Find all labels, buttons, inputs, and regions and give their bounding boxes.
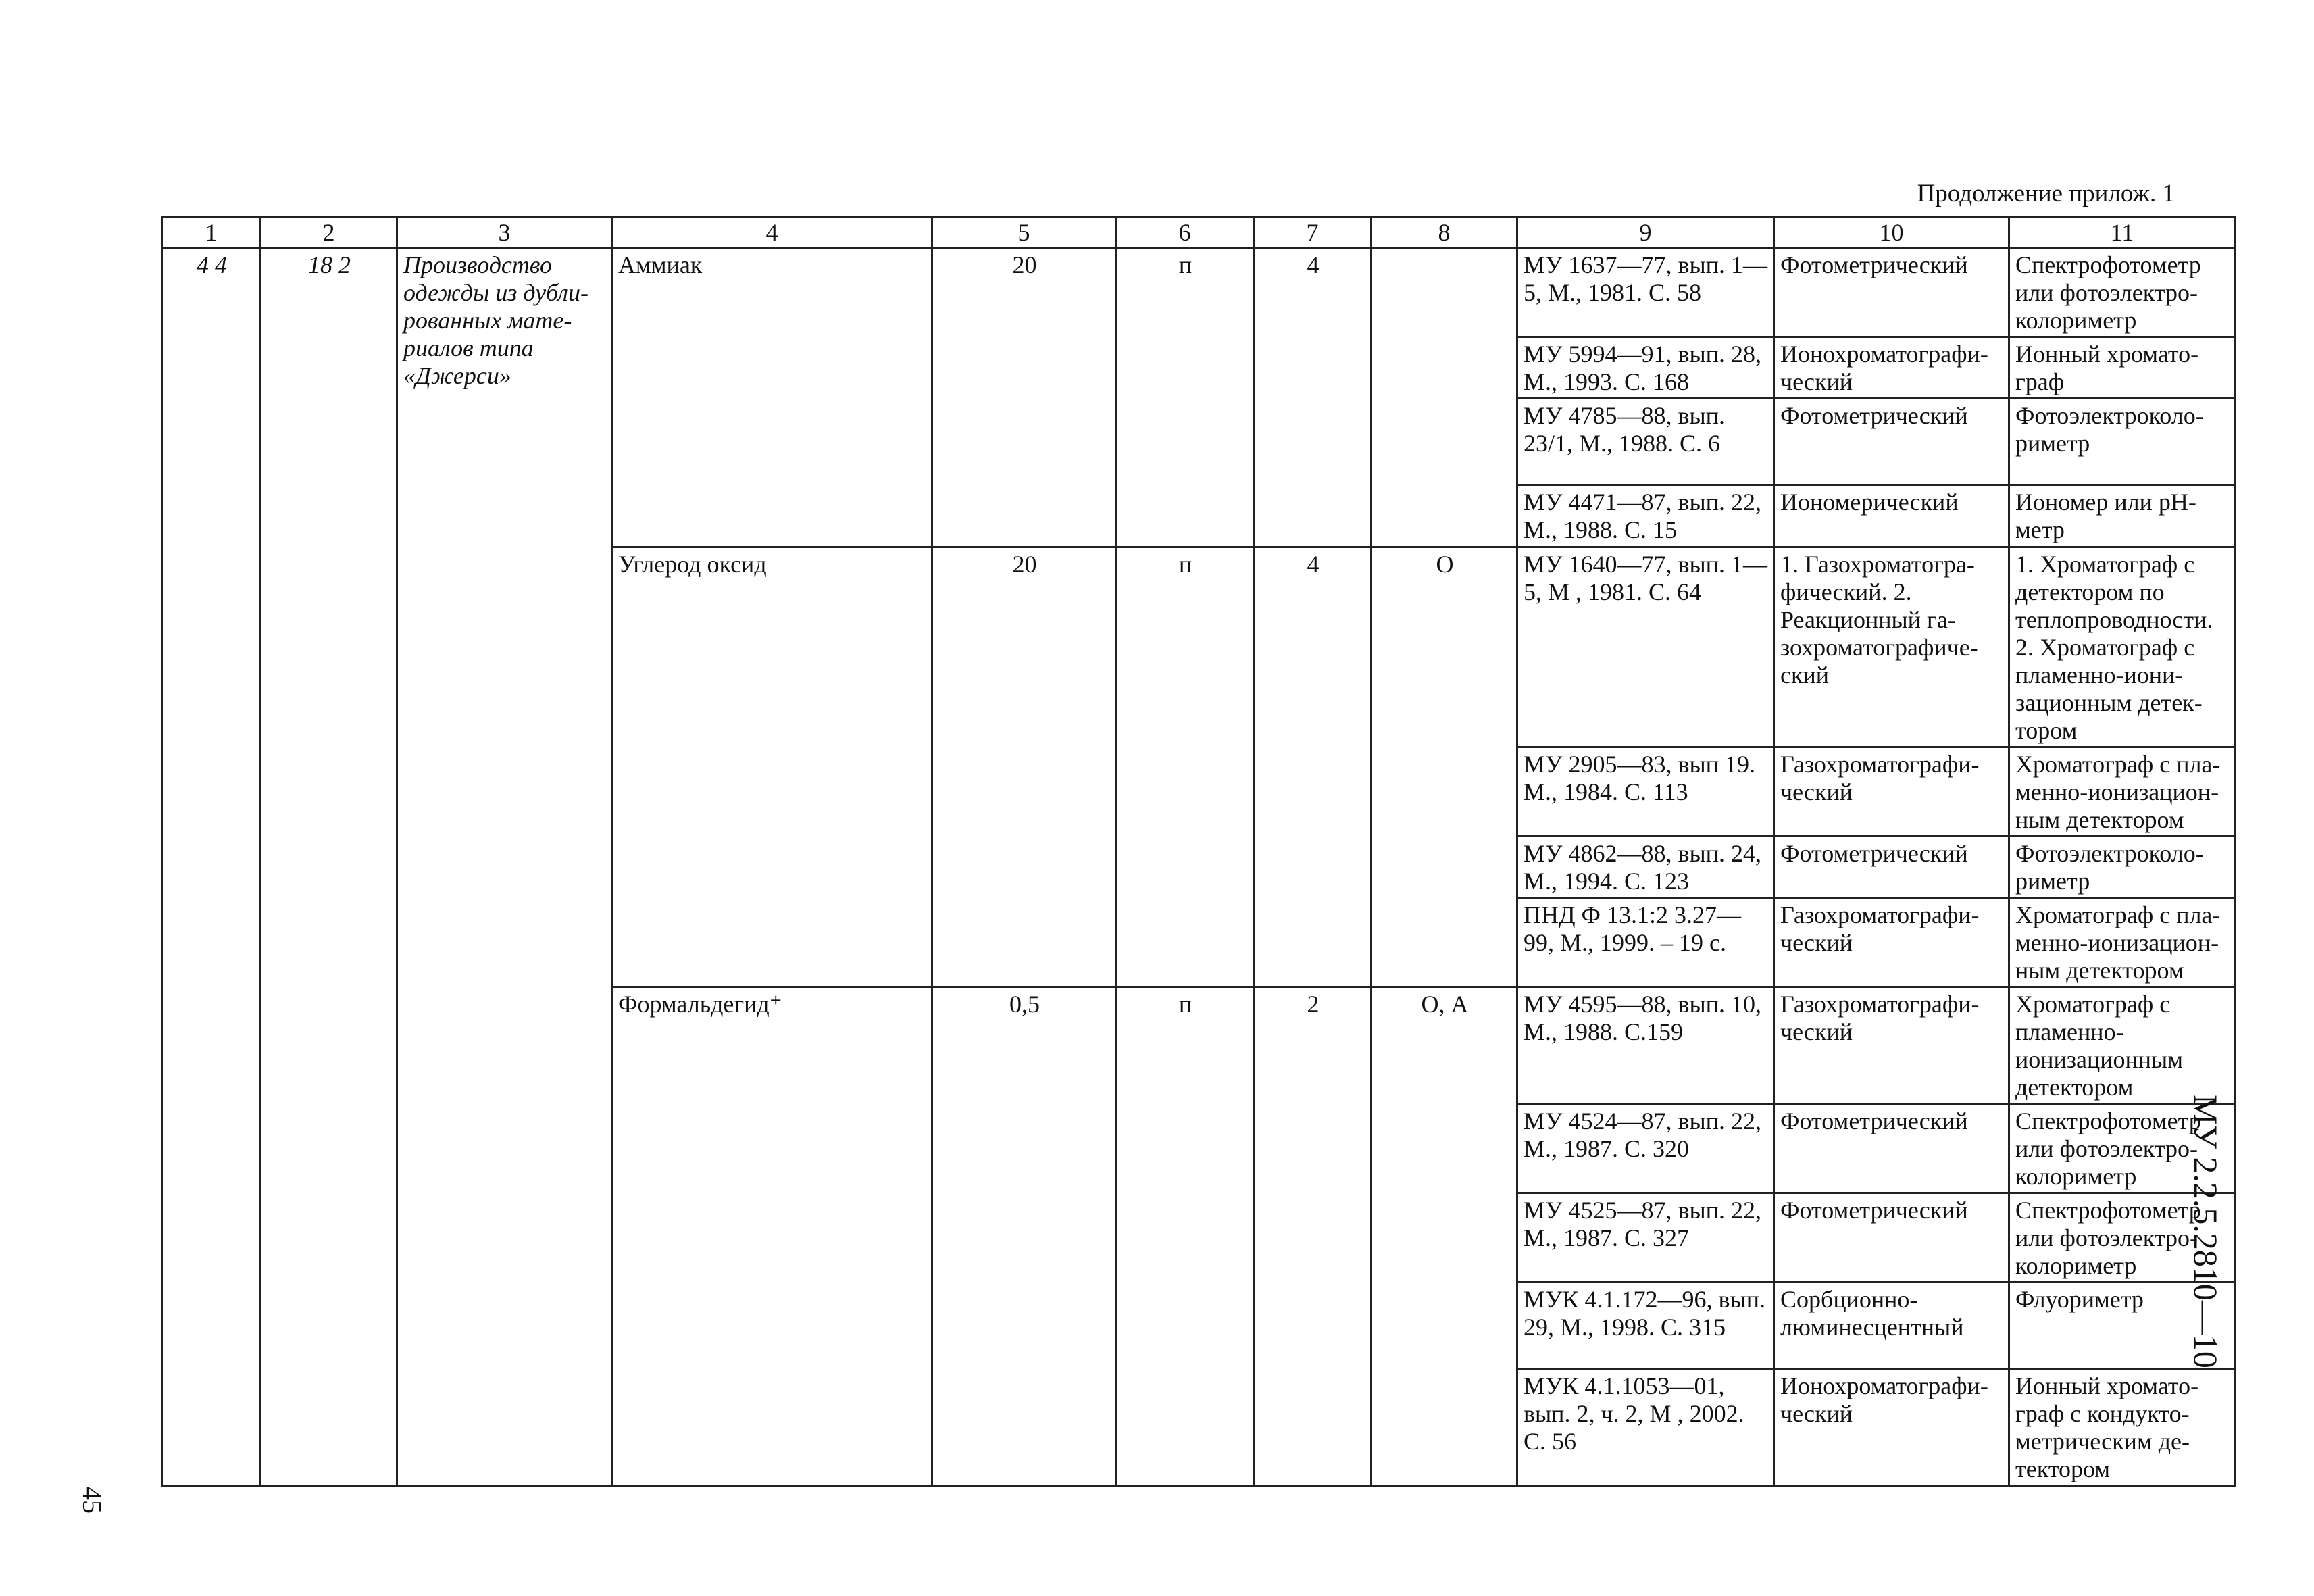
method-type: Фотометрический: [1774, 1193, 2009, 1282]
substance-name: Формальдегид⁺: [612, 987, 932, 1486]
col-header: 9: [1517, 218, 1774, 248]
method-document: МУ 2905—83, вып 19. М., 1984. С. 113: [1517, 747, 1774, 837]
method-document: МУ 4862—88, вып. 24, М., 1994. С. 123: [1517, 837, 1774, 898]
device: Ионный хромато-граф с кондукто-метрическим де-тектором: [2009, 1369, 2236, 1486]
device: 1. Хроматограф с детектором по теплопроводности. 2. Хроматограф с пламенно-иони-зационным детек-тором: [2009, 547, 2236, 747]
method-document: ПНД Ф 13.1:2 3.27—99, М., 1999. – 19 с.: [1517, 898, 1774, 987]
aggregate-state: п: [1116, 547, 1254, 987]
device: Спектрофотометр или фотоэлектро-колориметр: [2009, 1104, 2236, 1193]
method-type: Ионохроматографи-ческий: [1774, 1369, 2009, 1486]
method-document: МУ 4595—88, вып. 10, М., 1988. С.159: [1517, 987, 1774, 1104]
method-type: Газохроматографи-ческий: [1774, 898, 2009, 987]
document-code-vertical: МУ 2.2.5.2810—10: [2187, 1095, 2225, 1368]
method-type: Иономерический: [1774, 485, 2009, 547]
method-document: МУК 4.1.1053—01, вып. 2, ч. 2, М , 2002. С. 56: [1517, 1369, 1774, 1486]
mac-value: 20: [932, 248, 1116, 547]
device: Фотоэлектроколо-риметр: [2009, 399, 2236, 485]
method-document: МУ 1637—77, вып. 1—5, М., 1981. С. 58: [1517, 248, 1774, 337]
col-header: 7: [1254, 218, 1372, 248]
effect-features: О: [1372, 547, 1517, 987]
table-row: [162, 248, 2236, 337]
col-header: 5: [932, 218, 1116, 248]
substance-name: Углерод оксид: [612, 547, 932, 987]
device: Хроматограф с пла-менно-ионизацион-ным детектором: [2009, 747, 2236, 837]
hazard-class: 4: [1254, 547, 1372, 987]
mac-value: 0,5: [932, 987, 1116, 1486]
method-document: МУ 1640—77, вып. 1—5, М , 1981. С. 64: [1517, 547, 1774, 747]
col-header: 4: [612, 218, 932, 248]
method-type: 1. Газохроматогра-фический. 2. Реакционный га-зохроматографиче-ский: [1774, 547, 2009, 747]
item-number: 4 4: [162, 248, 261, 1486]
method-type: Фотометрический: [1774, 248, 2009, 337]
method-type: Ионохроматографи-ческий: [1774, 337, 2009, 399]
mac-value: 20: [932, 547, 1116, 987]
hazard-class: 2: [1254, 987, 1372, 1486]
aggregate-state: п: [1116, 248, 1254, 547]
hazard-class: 4: [1254, 248, 1372, 547]
industry-code: 18 2: [261, 248, 397, 1486]
aggregate-state: п: [1116, 987, 1254, 1486]
method-type: Фотометрический: [1774, 837, 2009, 898]
methods-table: [161, 216, 2236, 1487]
device: Спектрофотометр или фотоэлектро-колориметр: [2009, 248, 2236, 337]
device: Ионный хромато-граф: [2009, 337, 2236, 399]
method-document: МУК 4.1.172—96, вып. 29, М., 1998. С. 315: [1517, 1282, 1774, 1369]
method-type: Газохроматографи-ческий: [1774, 987, 2009, 1104]
method-type: Фотометрический: [1774, 1104, 2009, 1193]
method-document: МУ 4524—87, вып. 22, М., 1987. С. 320: [1517, 1104, 1774, 1193]
page-number: 45: [77, 1487, 107, 1514]
method-document: МУ 4525—87, вып. 22, М., 1987. С. 327: [1517, 1193, 1774, 1282]
method-type: Фотометрический: [1774, 399, 2009, 485]
col-header: 11: [2009, 218, 2236, 248]
method-document: МУ 4471—87, вып. 22, М., 1988. С. 15: [1517, 485, 1774, 547]
method-type: Сорбционно-люминесцентный: [1774, 1282, 2009, 1369]
device: Иономер или pH-метр: [2009, 485, 2236, 547]
production-type: Производство одежды из дубли-рованных мате-риалов типа «Джерси»: [397, 248, 612, 1486]
device: Спектрофотометр или фотоэлектро-колориметр: [2009, 1193, 2236, 1282]
col-header: 3: [397, 218, 612, 248]
col-header: 6: [1116, 218, 1254, 248]
device: Флуориметр: [2009, 1282, 2236, 1369]
device: Хроматограф с пламенно-ионизационным детектором: [2009, 987, 2236, 1104]
col-header: 1: [162, 218, 261, 248]
method-type: Газохроматографи-ческий: [1774, 747, 2009, 837]
effect-features: О, А: [1372, 987, 1517, 1486]
col-header: 10: [1774, 218, 2009, 248]
method-document: МУ 4785—88, вып. 23/1, М., 1988. С. 6: [1517, 399, 1774, 485]
continuation-label: Продолжение прилож. 1: [1917, 180, 2175, 207]
col-header: 8: [1372, 218, 1517, 248]
method-document: МУ 5994—91, вып. 28, М., 1993. С. 168: [1517, 337, 1774, 399]
device: Фотоэлектроколо-риметр: [2009, 837, 2236, 898]
column-number-row: [162, 218, 2236, 248]
col-header: 2: [261, 218, 397, 248]
device: Хроматограф с пла-менно-ионизацион-ным детектором: [2009, 898, 2236, 987]
effect-features: [1372, 248, 1517, 547]
substance-name: Аммиак: [612, 248, 932, 547]
